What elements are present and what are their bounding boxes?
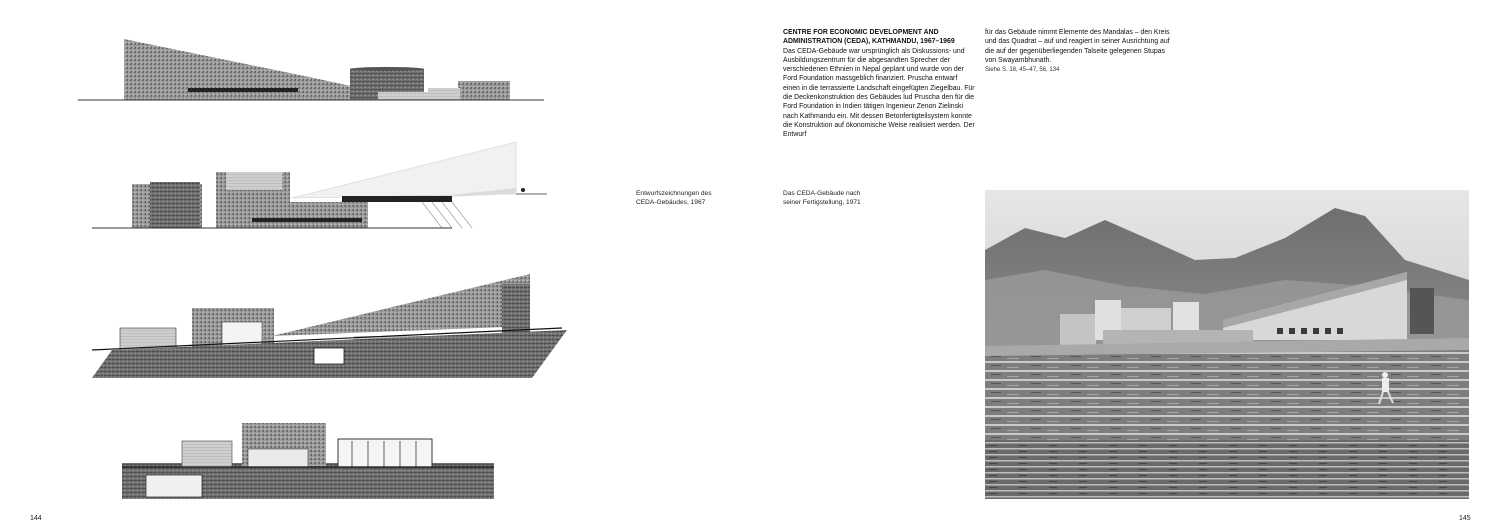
- article-text-2: für das Gebäude nimmt Elemente des Mandalas – den Kreis und das Quadrat – auf und reagiert in seiner Ausrichtung auf die auf der gegenüberliegenden Talseite gelegenen Stupas von Swayambhunath.: [985, 29, 1170, 64]
- article-text-1: Das CEDA-Gebäude war ursprünglich als Diskussions- und Ausbildungszentrum für die abgesandten Sprecher der verschiedenen Ethnien in Nepal geplant und wurde von der Ford Foundation massgeblich finanziert. Pruscha entwarf einen in die terrassierte Landschaft eingefügten Ziegelbau. Für die Deckenkonstruktion des Gebäudes lud Pruscha den für die Ford Foundation in Indien tätigen Ingenieur Zenon Zielinski nach Kathmandu ein. Mit dessen Betonfertigteilsystem konnte die Konstruktion auf ökonomische Weise realisiert werden. Der Entwurf: [783, 47, 975, 139]
- elevation-drawing-2: [92, 138, 552, 234]
- page-number-right: 145: [1459, 515, 1471, 522]
- article-references: Siehe S. 18, 45–47, 56, 134: [985, 67, 1060, 74]
- article-column-2: [985, 28, 1177, 75]
- ceda-building-photo: [985, 190, 1469, 499]
- elevation-drawing-1: [78, 36, 548, 106]
- article-column-1: [783, 28, 975, 140]
- drawings-caption: Entwurfszeichnungen des CEDA-Gebäudes, 1967: [636, 190, 712, 206]
- section-drawing-2: [122, 423, 494, 501]
- photo-caption: Das CEDA-Gebäude nach seiner Fertigstellung, 1971: [783, 190, 861, 206]
- article-heading: CENTRE FOR ECONOMIC DEVELOPMENT AND ADMINISTRATION (CEDA), KATHMANDU, 1967–1969: [783, 29, 955, 46]
- section-drawing-1: [92, 270, 567, 380]
- page-number-left: 144: [30, 515, 42, 522]
